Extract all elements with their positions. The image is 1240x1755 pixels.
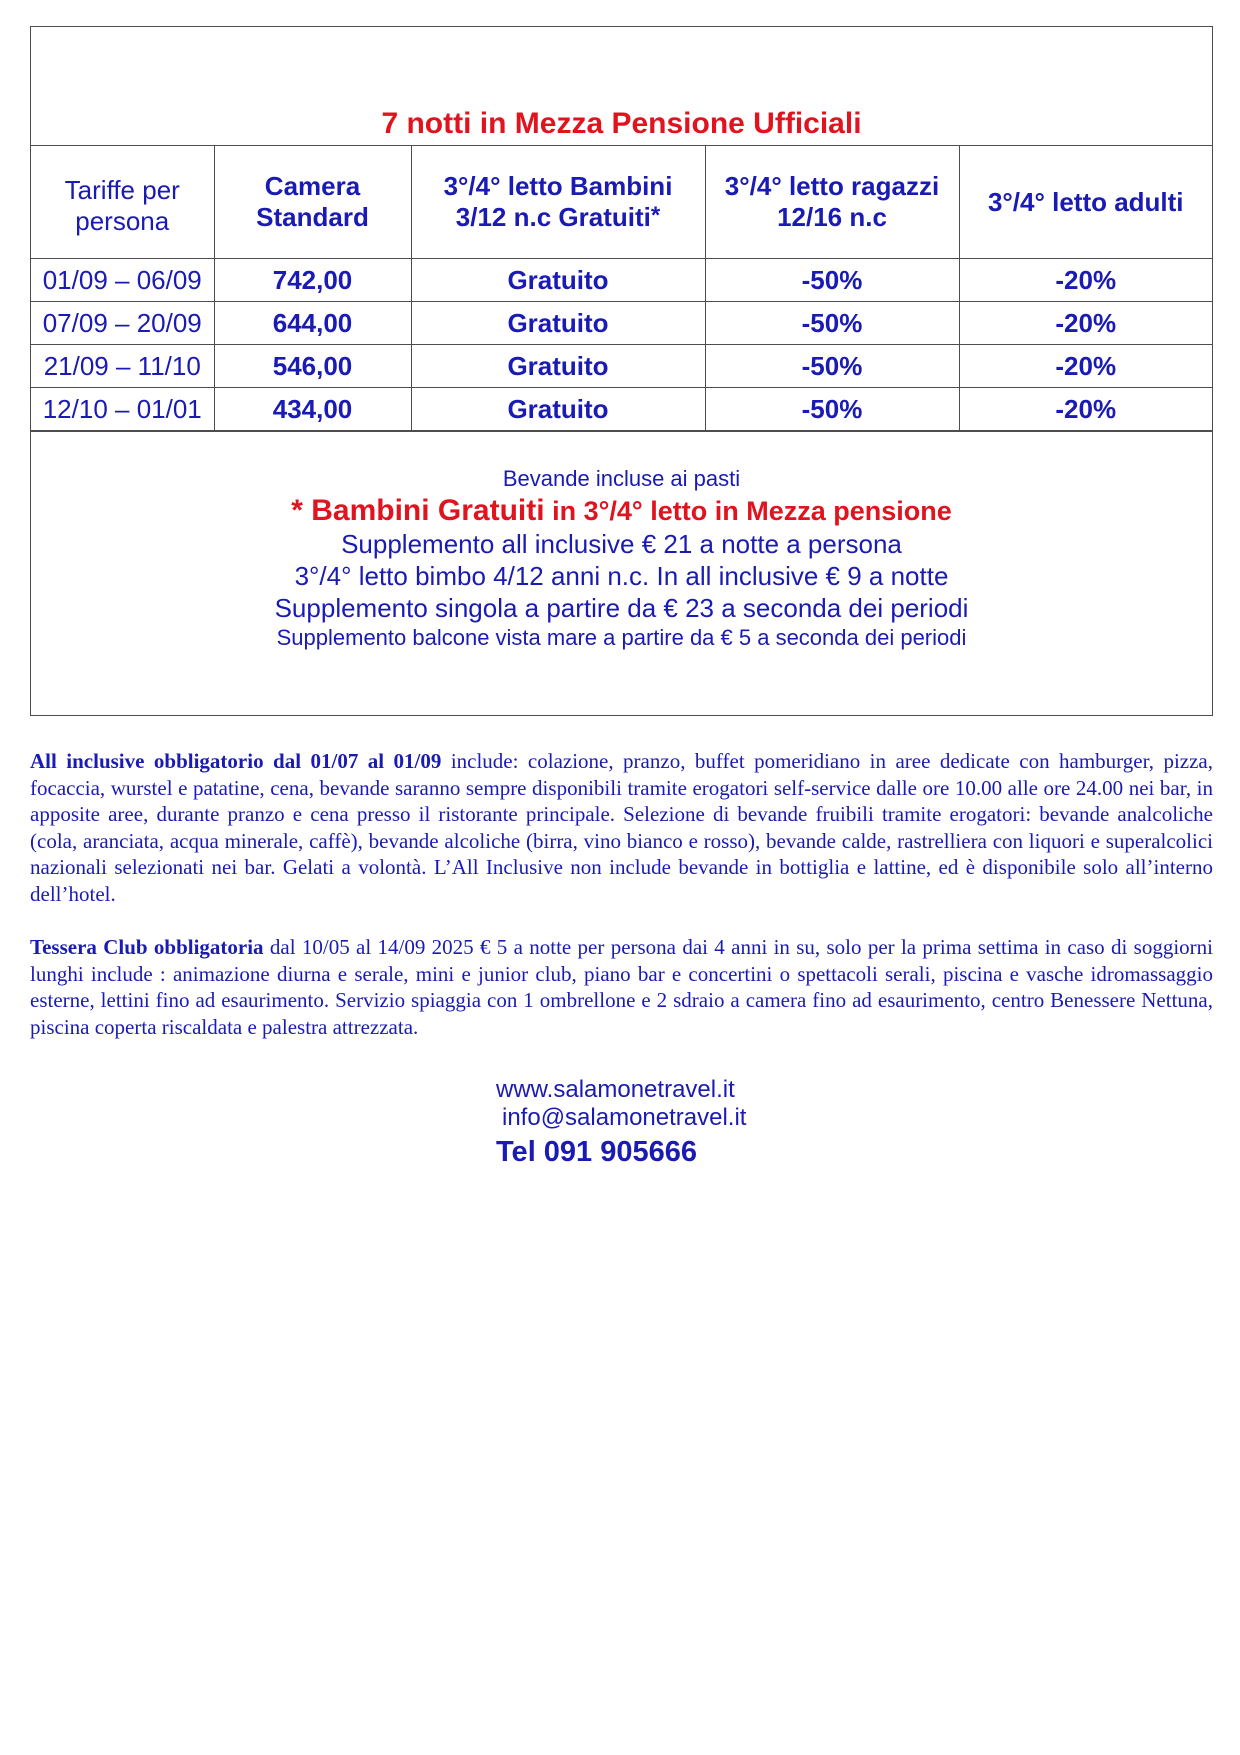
note-all-inclusive: Supplemento all inclusive € 21 a notte a persona bbox=[341, 529, 902, 559]
tessera-club-paragraph bbox=[30, 934, 1213, 1040]
row-bambini: Gratuito bbox=[411, 259, 705, 302]
note-singola: Supplemento singola a partire da € 23 a seconda dei periodi bbox=[274, 593, 969, 623]
table-header-row bbox=[31, 146, 1212, 259]
table-row bbox=[31, 388, 1212, 431]
header-bambini-star: * bbox=[650, 202, 661, 229]
header-tariffe bbox=[31, 146, 214, 259]
table-row bbox=[31, 259, 1212, 302]
header-letto-ragazzi bbox=[705, 146, 959, 259]
row-period: 07/09 – 20/09 bbox=[31, 302, 214, 345]
row-period: 21/09 – 11/10 bbox=[31, 345, 214, 388]
row-price: 644,00 bbox=[214, 302, 411, 345]
header-camera-standard bbox=[214, 146, 411, 259]
row-ragazzi: -50% bbox=[705, 388, 959, 431]
header-bambini-text: 3/12 n.c Gratuiti bbox=[455, 202, 651, 232]
header-bambini-line2 bbox=[412, 202, 705, 233]
header-tariffe-line1: Tariffe per bbox=[64, 175, 180, 205]
header-letto-bambini bbox=[411, 146, 705, 259]
note-bambini-gratuiti bbox=[31, 494, 1212, 528]
title-row bbox=[31, 27, 1212, 146]
document-page bbox=[30, 26, 1213, 1040]
row-adulti: -20% bbox=[959, 259, 1212, 302]
header-ragazzi-line1: 3°/4° letto ragazzi bbox=[724, 171, 940, 201]
header-camera-line2: Standard bbox=[256, 202, 369, 232]
row-price: 546,00 bbox=[214, 345, 411, 388]
row-period: 12/10 – 01/01 bbox=[31, 388, 214, 431]
header-bambini-line1: 3°/4° letto Bambini bbox=[443, 171, 673, 201]
notes-section bbox=[31, 431, 1212, 715]
note-bambini-highlight: * Bambini Gratuiti bbox=[291, 494, 545, 527]
row-ragazzi: -50% bbox=[705, 259, 959, 302]
table-row bbox=[31, 345, 1212, 388]
row-bambini: Gratuito bbox=[411, 302, 705, 345]
header-tariffe-line2: persona bbox=[75, 206, 170, 236]
note-bambini-detail: in 3°/4° letto in Mezza pensione bbox=[544, 496, 952, 526]
row-bambini: Gratuito bbox=[411, 345, 705, 388]
row-adulti: -20% bbox=[959, 388, 1212, 431]
row-period: 01/09 – 06/09 bbox=[31, 259, 214, 302]
note-bevande: Bevande incluse ai pasti bbox=[502, 466, 741, 491]
price-table-title: 7 notti in Mezza Pensione Ufficiali bbox=[381, 107, 862, 140]
note-bimbo: 3°/4° letto bimbo 4/12 anni n.c. In all inclusive € 9 a notte bbox=[294, 561, 949, 591]
row-price: 742,00 bbox=[214, 259, 411, 302]
website-link[interactable]: www.salamonetravel.it bbox=[496, 1076, 735, 1103]
all-inclusive-paragraph bbox=[30, 748, 1213, 907]
note-balcone: Supplemento balcone vista mare a partire da € 5 a seconda dei periodi bbox=[276, 625, 967, 650]
header-ragazzi-line2: 12/16 n.c bbox=[777, 202, 887, 232]
tessera-club-heading: Tessera Club obbligatoria bbox=[30, 935, 264, 959]
table-row bbox=[31, 302, 1212, 345]
header-camera-line1: Camera bbox=[264, 171, 361, 201]
rates-table bbox=[31, 146, 1212, 431]
all-inclusive-heading: All inclusive obbligatorio dal 01/07 al 01/09 bbox=[30, 749, 442, 773]
contacts-block bbox=[496, 1076, 746, 1172]
all-inclusive-text: include: colazione, pranzo, buffet pomeridiano in aree dedicate con hamburger, pizza, focaccia, wurstel e patatine, cena, bevande saranno sempre disponibili tramite erogatori self-service dalle ore 10.00 alle ore 24.00 nei bar, in apposite aree, durante pranzo e cena presso il ristorante principale. Selezione di bevande fruibili tramite erogatori: bevande analcoliche (cola, aranciata, acqua minerale, caffè), bevande alcoliche (birra, vino bianco e rosso), bevande calde, rastrelliera con liquori e superalcolici nazionali selezionati nei bar. Gelati a volontà. L’All Inclusive non include bevande in bottiglia e lattine, ed è disponibile solo all’interno dell’hotel. bbox=[30, 749, 1214, 906]
row-bambini: Gratuito bbox=[411, 388, 705, 431]
tessera-club-text: dal 10/05 al 14/09 2025 € 5 a notte per persona dai 4 anni in su, solo per la prima settima in caso di soggiorni lunghi include : animazione diurna e serale, mini e junior club, piano bar e concertini o spettacoli serali, piscina e vasche idromassaggio esterne, lettini fino ad esaurimento. Servizio spiaggia con 1 ombrellone e 2 sdraio a camera fino ad esaurimento, centro Benessere Nettuna, piscina coperta riscaldata e palestra attrezzata. bbox=[30, 935, 1213, 1039]
row-ragazzi: -50% bbox=[705, 345, 959, 388]
row-ragazzi: -50% bbox=[705, 302, 959, 345]
row-price: 434,00 bbox=[214, 388, 411, 431]
row-adulti: -20% bbox=[959, 345, 1212, 388]
phone-number: Tel 091 905666 bbox=[496, 1136, 698, 1168]
row-adulti: -20% bbox=[959, 302, 1212, 345]
price-box bbox=[30, 26, 1213, 716]
header-letto-adulti: 3°/4° letto adulti bbox=[959, 146, 1212, 259]
email-link[interactable]: info@salamonetravel.it bbox=[502, 1104, 747, 1131]
